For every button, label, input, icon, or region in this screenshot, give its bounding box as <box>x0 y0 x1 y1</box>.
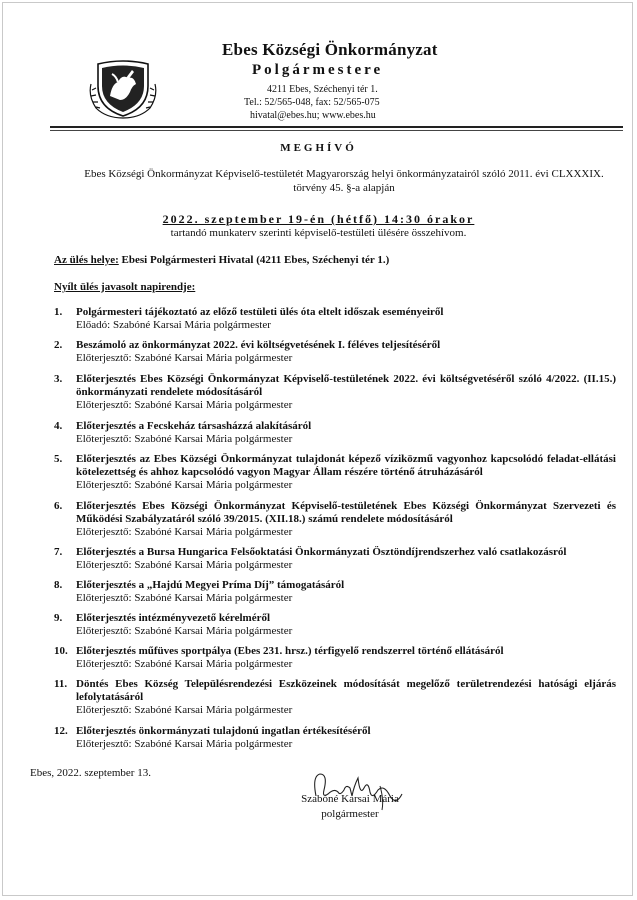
agenda-item <box>54 579 616 605</box>
agenda-item-number: 7. <box>54 546 63 558</box>
agenda-item <box>54 339 616 365</box>
agenda-item-presenter: Előterjesztő: Szabóné Karsai Mária polgármester <box>76 704 293 716</box>
agenda-item-presenter: Előterjesztő: Szabóné Karsai Mária polgármester <box>76 625 293 637</box>
agenda-item-number: 1. <box>54 306 63 318</box>
agenda-item-presenter: Előterjesztő: Szabóné Karsai Mária polgármester <box>76 479 293 491</box>
place-and-date: Ebes, 2022. szeptember 13. <box>30 767 151 779</box>
municipality-name: Ebes Községi Önkormányzat <box>222 40 438 59</box>
agenda-item-number: 5. <box>54 453 63 465</box>
agenda-item-presenter: Előterjesztő: Szabóné Karsai Mária polgármester <box>76 592 293 604</box>
agenda-item-title: Előterjesztés önkormányzati tulajdonú ingatlan értékesítéséről <box>76 725 371 737</box>
venue-value: Ebesi Polgármesteri Hivatal (4211 Ebes, Széchenyi tér 1.) <box>121 254 390 266</box>
agenda-item <box>54 420 616 446</box>
agenda-item-presenter: Előterjesztő: Szabóné Karsai Mária polgármester <box>76 399 293 411</box>
agenda-item-number: 8. <box>54 579 63 591</box>
agenda-item <box>54 725 616 751</box>
header-phone: Tel.: 52/565-048, fax: 52/565-075 <box>244 97 380 108</box>
signer-block <box>280 792 420 822</box>
header-address: 4211 Ebes, Széchenyi tér 1. <box>267 84 378 95</box>
agenda-item-title: Előterjesztés Ebes Községi Önkormányzat Képviselő-testületének Ebes Községi Önkormányzat Szervezeti és Működési Szabályzatáról szóló 39/2015. (XII.18.) számú rendelete módosításáról <box>76 500 616 525</box>
agenda-item-presenter: Előterjesztő: Szabóné Karsai Mária polgármester <box>76 559 293 571</box>
coat-of-arms-icon <box>88 56 158 120</box>
agenda-item-title: Előterjesztés az Ebes Községi Önkormányzat tulajdonát képező víziközmű vagyonhoz kapcsolódó feladat-ellátási kötelezettség és ahhoz kapcsolódó vagyon Magyar Állam részére történő átruházásáról <box>76 453 616 478</box>
signer-name: Szabóné Karsai Mária <box>301 793 399 805</box>
venue <box>54 254 389 266</box>
agenda-item-number: 11. <box>54 678 68 690</box>
agenda-item-title: Előterjesztés a „Hajdú Megyei Príma Díj” támogatásáról <box>76 579 345 591</box>
agenda-item-title: Előterjesztés a Bursa Hungarica Felsőoktatási Önkormányzati Ösztöndíjrendszerhez való csatlakozásról <box>76 546 567 558</box>
agenda-item <box>54 500 616 539</box>
agenda-item-presenter: Előterjesztő: Szabóné Karsai Mária polgármester <box>76 738 293 750</box>
agenda-item <box>54 546 616 572</box>
meeting-convocation: tartandó munkaterv szerinti képviselő-testületi ülésére összehívom. <box>170 227 467 239</box>
document-title: MEGHÍVÓ <box>280 142 357 154</box>
signer-role: polgármester <box>321 808 379 820</box>
header-email-web: hivatal@ebes.hu; www.ebes.hu <box>250 110 376 121</box>
agenda-item-title: Előterjesztés a Fecskeház társasházzá alakításáról <box>76 420 312 432</box>
agenda-item-title: Beszámoló az önkormányzat 2022. évi költségvetésének I. féléves teljesítéséről <box>76 339 441 351</box>
agenda-item-presenter: Előterjesztő: Szabóné Karsai Mária polgármester <box>76 352 293 364</box>
meeting-date: 2022. szeptember 19-én (hétfő) 14:30 órakor <box>162 212 475 226</box>
agenda-item-presenter: Előterjesztő: Szabóné Karsai Mária polgármester <box>76 526 293 538</box>
agenda-item-title: Előterjesztés intézményvezető kérelméről <box>76 612 271 624</box>
venue-label: Az ülés helye: <box>54 254 119 266</box>
mayor-subtitle: Polgármestere <box>252 62 384 78</box>
agenda-item-title: Döntés Ebes Község Településrendezési Eszközeinek módosítását megelőző területrendezési hatósági eljárás lefolytatásáról <box>76 678 616 703</box>
agenda-item-title: Előterjesztés műfüves sportpálya (Ebes 231. hrsz.) térfigyelő rendszerrel történő ellátásáról <box>76 645 504 657</box>
agenda-item-presenter: Előterjesztő: Szabóné Karsai Mária polgármester <box>76 658 293 670</box>
agenda-item <box>54 453 616 492</box>
agenda-item-number: 4. <box>54 420 63 432</box>
agenda-item-presenter: Előterjesztő: Szabóné Karsai Mária polgármester <box>76 433 293 445</box>
agenda-item-presenter: Előadó: Szabóné Karsai Mária polgármester <box>76 319 271 331</box>
agenda-item-title: Előterjesztés Ebes Községi Önkormányzat Képviselő-testületének 2022. évi költségvetéséről szóló 4/2022. (II.15.) önkormányzati rendelete módosításáról <box>76 373 616 398</box>
intro-paragraph: Ebes Községi Önkormányzat Képviselő-testületét Magyarország helyi önkormányzatairól szóló 2011. évi CLXXXIX. törvény 45. §-a alapján <box>84 168 604 194</box>
page-border <box>2 2 633 896</box>
agenda-item-number: 12. <box>54 725 68 737</box>
agenda-item <box>54 373 616 412</box>
agenda-heading: Nyílt ülés javasolt napirendje: <box>54 281 196 293</box>
agenda-item-number: 6. <box>54 500 63 512</box>
agenda-item-number: 9. <box>54 612 63 624</box>
agenda-item-number: 2. <box>54 339 63 351</box>
agenda-item <box>54 306 616 332</box>
agenda-item <box>54 645 616 671</box>
agenda-item <box>54 612 616 638</box>
agenda-item-title: Polgármesteri tájékoztató az előző testületi ülés óta eltelt időszak eseményeiről <box>76 306 444 318</box>
agenda-item-number: 3. <box>54 373 63 385</box>
agenda-item-number: 10. <box>54 645 68 657</box>
header-divider <box>50 126 623 128</box>
header-divider-thin <box>50 130 623 131</box>
agenda-item <box>54 678 616 717</box>
